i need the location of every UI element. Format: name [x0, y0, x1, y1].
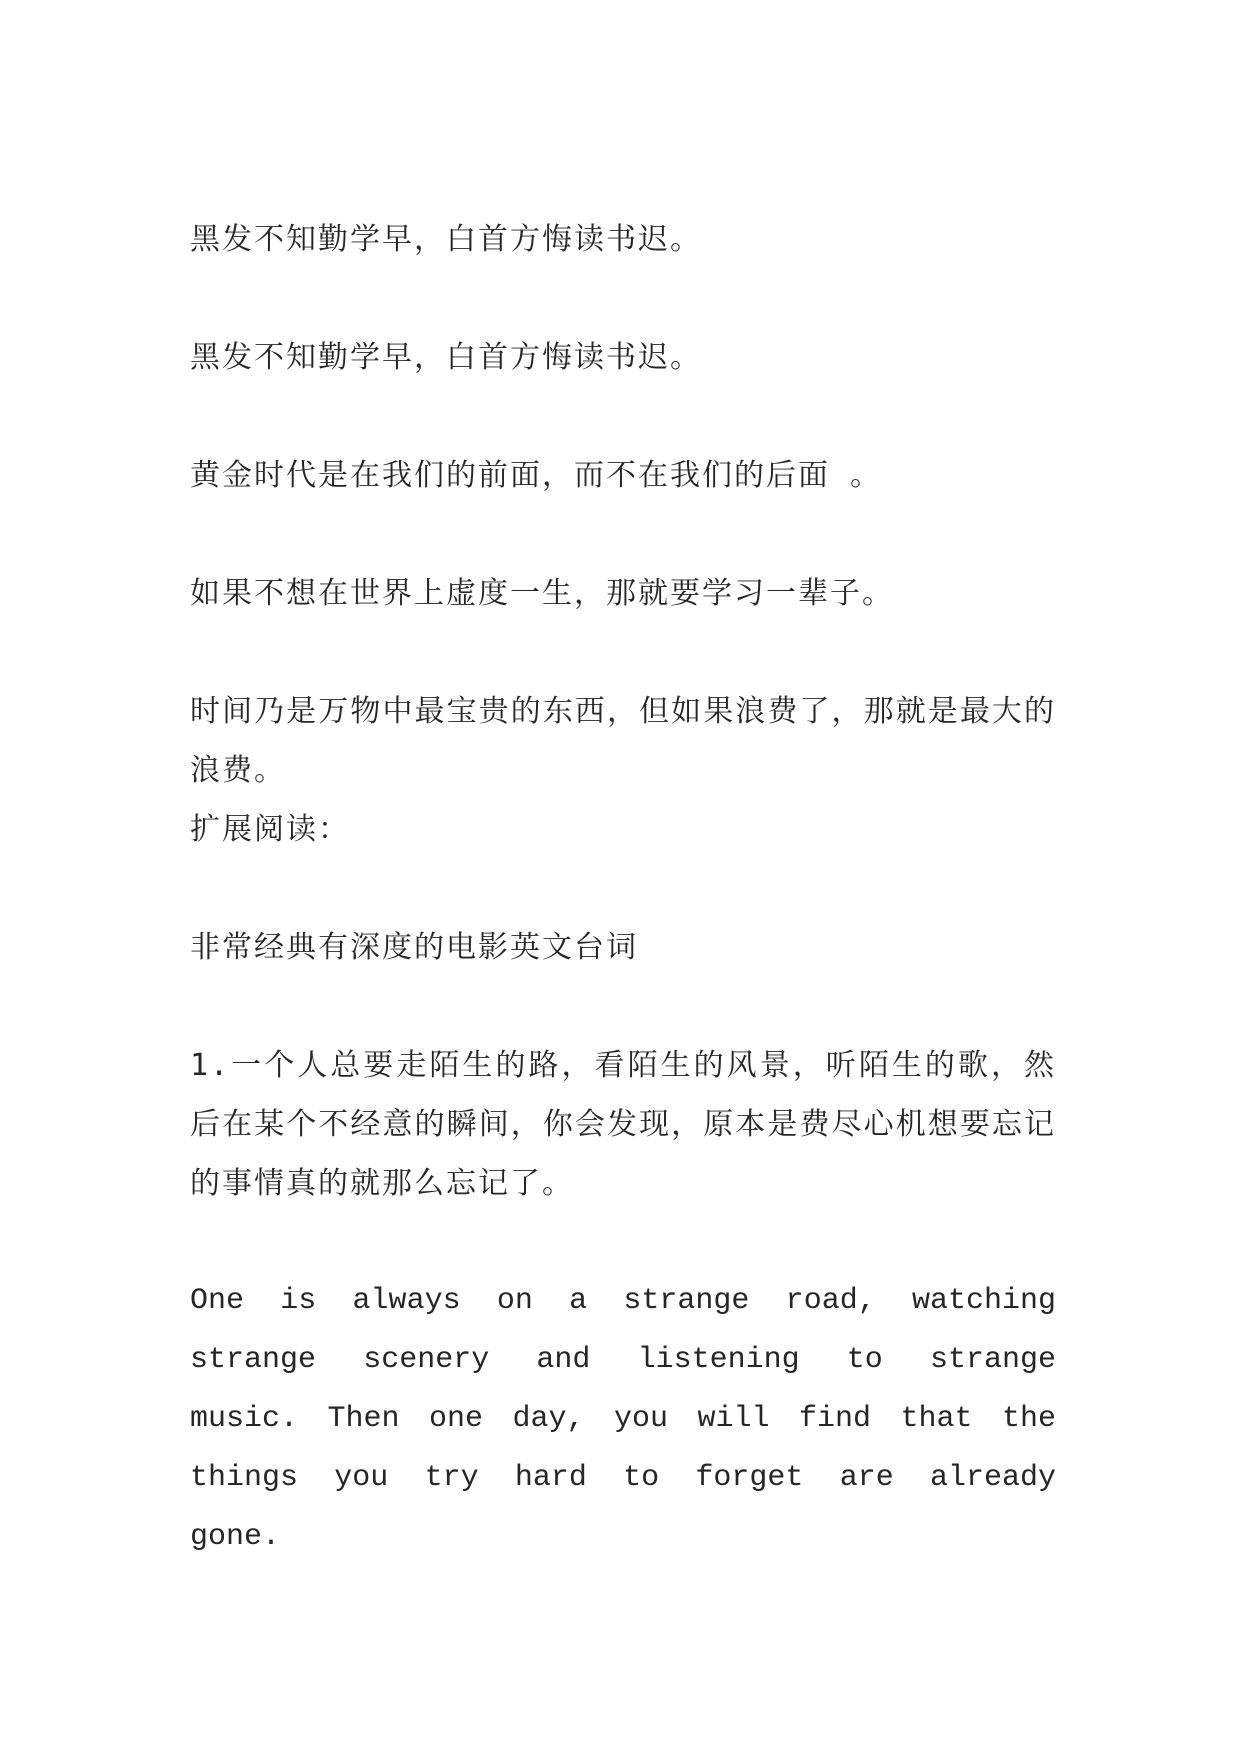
quote-english-paragraph: One is always on a strange road, watching strange scenery and listening to strange music. Then one day, you will find that the things you try hard to forget are already gone. [190, 1284, 1056, 1554]
extended-reading-label: 扩展阅读： [190, 812, 350, 847]
proverb-paragraph-2: 黑发不知勤学早，白首方悔读书迟。 [190, 340, 702, 375]
proverb-paragraph-4: 如果不想在世界上虚度一生，那就要学习一辈子。 [190, 576, 894, 611]
section-heading: 非常经典有深度的电影英文台词 [190, 930, 638, 965]
quote-chinese-paragraph: 1.一个人总要走陌生的路，看陌生的风景，听陌生的歌，然后在某个不经意的瞬间，你会发现，原本是费尽心机想要忘记的事情真的就那么忘记了。 [190, 1048, 1056, 1201]
proverb-paragraph-3: 黄金时代是在我们的前面，而不在我们的后面 。 [190, 458, 883, 493]
document-body [190, 210, 1056, 1567]
proverb-paragraph-1: 黑发不知勤学早，白首方悔读书迟。 [190, 222, 702, 257]
proverb-paragraph-5: 时间乃是万物中最宝贵的东西，但如果浪费了，那就是最大的浪费。 [190, 694, 1056, 788]
